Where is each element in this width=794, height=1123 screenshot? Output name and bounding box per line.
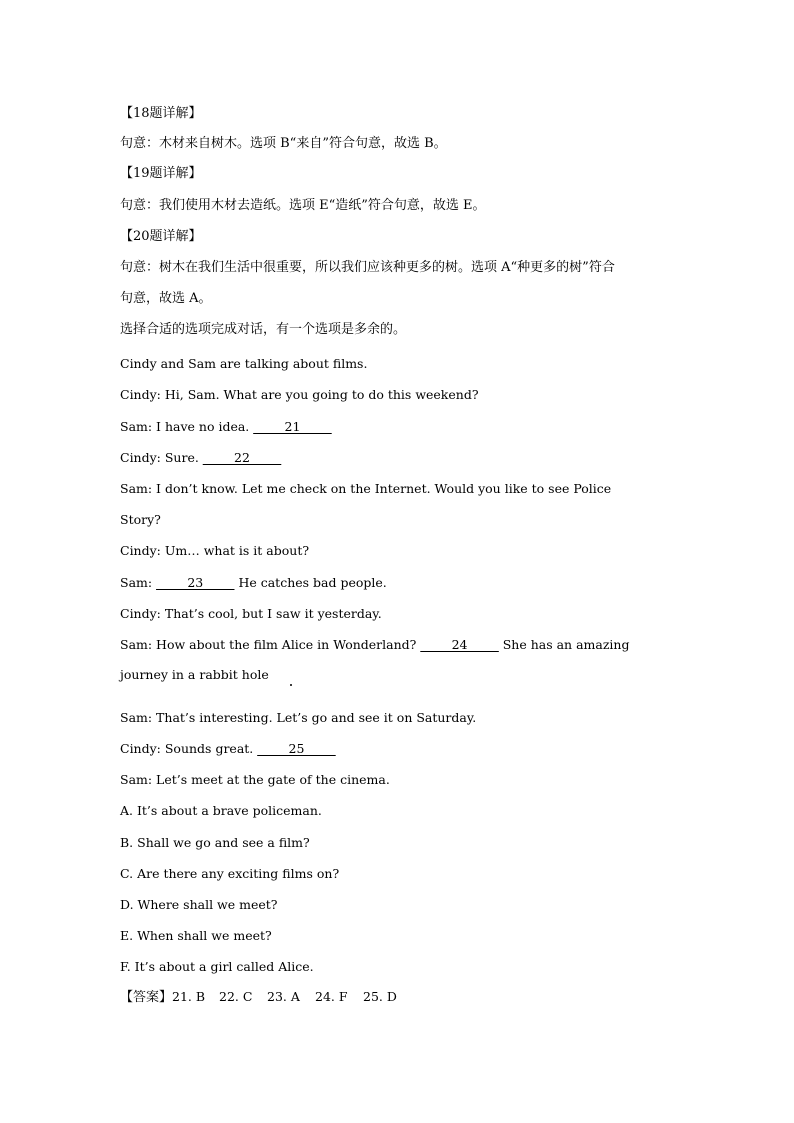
option-e: E. When shall we meet?	[120, 928, 272, 943]
heading-20: 【20题详解】	[120, 229, 202, 244]
dialogue-line-10	[120, 741, 336, 757]
explanation-18: 句意：木材来自树木。选项 B“来自”符合句意，故选 B。	[120, 136, 447, 151]
dialogue-line-6	[120, 575, 387, 591]
option-d: D. Where shall we meet?	[120, 897, 278, 912]
answer-23: 23. A	[267, 989, 300, 1004]
dialogue-line-2	[120, 419, 332, 435]
explanation-19: 句意：我们使用木材去造纸。选项 E“造纸”符合句意，故选 E。	[120, 198, 486, 213]
stray-dot	[290, 684, 292, 686]
explanation-20-line2: 句意，故选 A。	[120, 291, 212, 306]
dialogue-line-4b: Story?	[120, 512, 161, 527]
answer-24: 24. F	[315, 989, 348, 1004]
option-b: B. Shall we go and see a film?	[120, 835, 310, 850]
dialogue-line-11: Sam: Let’s meet at the gate of the cinema.	[120, 772, 390, 787]
answer-22: 22. C	[219, 989, 253, 1004]
dialogue-line-7: Cindy: That’s cool, but I saw it yesterday.	[120, 606, 382, 621]
dialogue-intro: Cindy and Sam are talking about films.	[120, 356, 368, 371]
blank-24: _____24_____	[420, 637, 499, 652]
answer-line	[120, 989, 397, 1006]
dialogue-line-5: Cindy: Um… what is it about?	[120, 543, 310, 558]
blank-22: _____22_____	[202, 450, 282, 465]
blank-21: _____21_____	[253, 419, 332, 434]
answer-21: 21. B	[172, 989, 206, 1004]
option-c: C. Are there any exciting films on?	[120, 866, 340, 881]
option-f: F. It’s about a girl called Alice.	[120, 959, 314, 974]
blank-23: _____23_____	[156, 575, 235, 590]
dialogue-line-6-pre: Sam:	[120, 575, 157, 590]
instruction: 选择合适的选项完成对话，有一个选项是多余的。	[120, 322, 407, 337]
dialogue-line-9: Sam: That’s interesting. Let’s go and see it on Saturday.	[120, 710, 477, 725]
dialogue-line-8-pre: Sam: How about the film Alice in Wonderland?	[120, 637, 421, 652]
dialogue-line-8b: journey in a rabbit hole	[120, 667, 269, 682]
dialogue-line-10-text: Cindy: Sounds great.	[120, 741, 258, 756]
blank-25: _____25_____	[257, 741, 336, 756]
dialogue-line-8	[120, 637, 629, 653]
dialogue-line-8-post: She has an amazing	[498, 637, 630, 652]
heading-19: 【19题详解】	[120, 166, 202, 181]
answer-label: 【答案】	[120, 990, 173, 1005]
dialogue-line-4a: Sam: I don’t know. Let me check on the Internet. Would you like to see Police	[120, 481, 612, 496]
option-a: A. It’s about a brave policeman.	[120, 803, 322, 818]
dialogue-line-2-text: Sam: I have no idea.	[120, 419, 254, 434]
dialogue-line-3-text: Cindy: Sure.	[120, 450, 203, 465]
answer-25: 25. D	[363, 989, 397, 1004]
dialogue-line-6-post: He catches bad people.	[234, 575, 387, 590]
dialogue-line-3	[120, 450, 281, 466]
explanation-20-line1: 句意：树木在我们生活中很重要，所以我们应该种更多的树。选项 A“种更多的树”符合	[120, 260, 615, 275]
dialogue-line-1: Cindy: Hi, Sam. What are you going to do this weekend?	[120, 387, 479, 402]
heading-18: 【18题详解】	[120, 106, 202, 121]
